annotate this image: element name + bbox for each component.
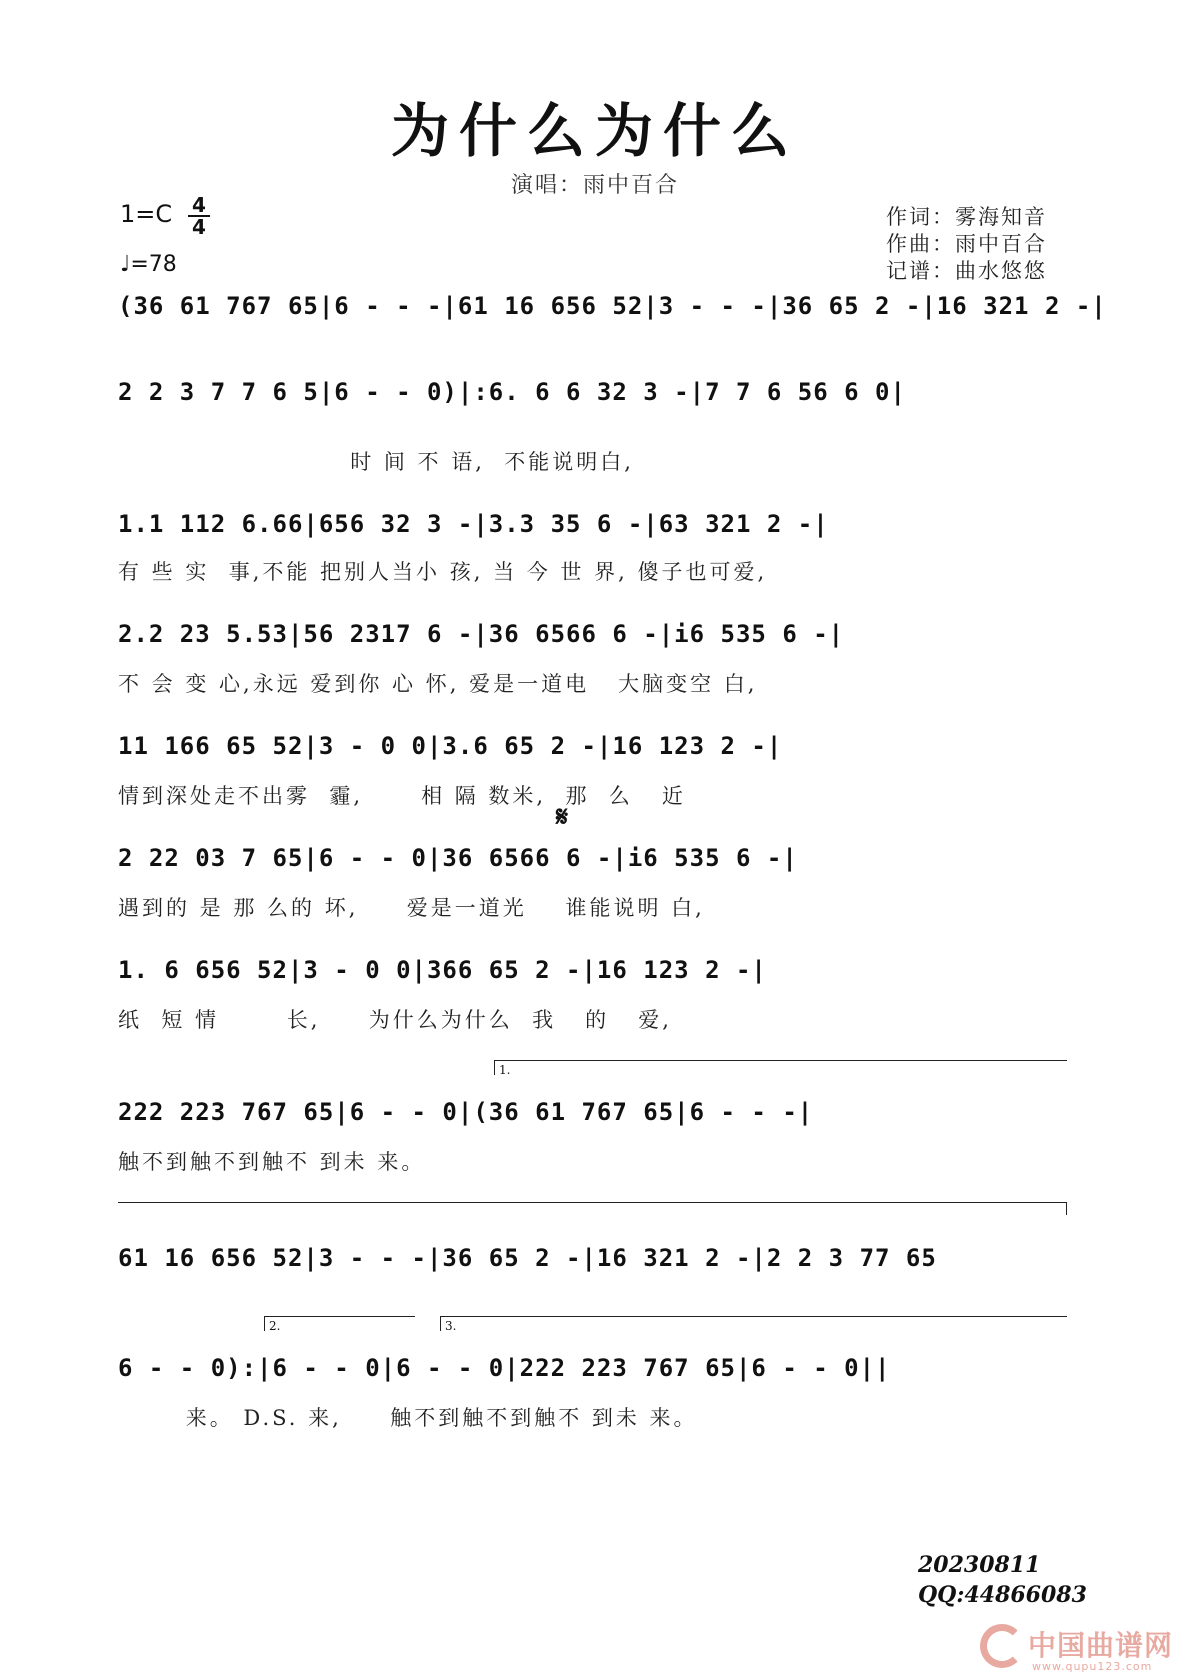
staff-row-9: 61 16 656 52|3 - - -|36 65 2 -|16 321 2 -|2 2 3 77 65 (118, 1244, 937, 1272)
watermark-name: 中国曲谱网 (1028, 1629, 1174, 1662)
staff-row-7: 1. 6 656 52|3 - 0 0|366 65 2 -|16 123 2 -| (118, 956, 767, 984)
time-signature-bottom: 4 (192, 215, 206, 239)
lyric-row-10: 来。 D.S. 来, 触不到触不到触不 到未 来。 (118, 1406, 698, 1430)
staff-row-2: 2 2 3 7 7 6 5|6 - - 0)|:6. 6 6 32 3 -|7 7 6 56 6 0| (118, 378, 906, 406)
lyric-row-6: 遇到的 是 那 么的 坏, 爱是一道光 谁能说明 白, (118, 896, 705, 920)
watermark-circle-icon (980, 1624, 1024, 1668)
qq-contact: QQ:44866083 (918, 1582, 1087, 1608)
date-text: 20230811 (918, 1552, 1041, 1578)
staff-row-10: 6 - - 0):|6 - - 0|6 - - 0|222 223 767 65|6 - - 0|| (118, 1354, 891, 1382)
watermark-logo (980, 1620, 1180, 1674)
lyric-row-8: 触不到触不到触不 到未 来。 (118, 1150, 426, 1174)
page-title: 为什么为什么 (390, 97, 799, 165)
volta-label-1: 1. (499, 1063, 511, 1077)
lyric-row-7: 纸 短 情 长, 为什么为什么 我 的 爱, (118, 1008, 672, 1032)
staff-row-4: 2.2 23 5.53|56 2317 6 -|36 6566 6 -|i6 535 6 -| (118, 620, 845, 648)
lyric-row-2: 时 间 不 语, 不能说明白, (118, 450, 634, 474)
composer-credit: 作曲：雨中百合 (886, 232, 1047, 256)
lyricist-credit: 作词：雾海知音 (886, 205, 1047, 229)
volta-label-2: 2. (269, 1319, 281, 1333)
tempo-marking: ♩=78 (120, 252, 177, 277)
volta-continuation (118, 1202, 1067, 1215)
time-signature (188, 193, 210, 239)
lyric-row-4: 不 会 变 心,永远 爱到你 心 怀, 爱是一道电 大脑变空 白, (118, 672, 758, 696)
watermark-url: www.qupu123.com (1032, 1660, 1153, 1673)
volta-bracket-2 (264, 1316, 415, 1331)
staff-row-8: 222 223 767 65|6 - - 0|(36 61 767 65|6 - - -| (118, 1098, 814, 1126)
segno-sign: 𝄋 (556, 800, 569, 833)
volta-bracket-1 (494, 1060, 1067, 1075)
date-stamp (918, 1550, 1087, 1610)
staff-row-6: 2 22 03 7 65|6 - - 0|36 6566 6 -|i6 535 6 -| (118, 844, 798, 872)
lyric-row-3: 有 些 实 事,不能 把别人当小 孩, 当 今 世 界, 傻子也可爱, (118, 560, 768, 584)
credits-block (886, 204, 1047, 285)
volta-bracket-3 (440, 1316, 1067, 1331)
singer-credit: 演唱：雨中百合 (510, 173, 679, 198)
transcriber-credit: 记谱：曲水悠悠 (886, 259, 1047, 283)
staff-row-1: (36 61 767 65|6 - - -|61 16 656 52|3 - - -|36 65 2 -|16 321 2 -| (118, 292, 1107, 320)
staff-row-5: 11 166 65 52|3 - 0 0|3.6 65 2 -|16 123 2 -| (118, 732, 783, 760)
time-signature-top: 4 (192, 193, 206, 217)
volta-label-3: 3. (445, 1319, 457, 1333)
key-signature: 1=C (120, 200, 173, 228)
staff-row-3: 1.1 112 6.66|656 32 3 -|3.3 35 6 -|63 321 2 -| (118, 510, 829, 538)
lyric-row-5: 情到深处走不出雾 霾, 相 隔 数米, 那 么 近 (118, 784, 686, 808)
